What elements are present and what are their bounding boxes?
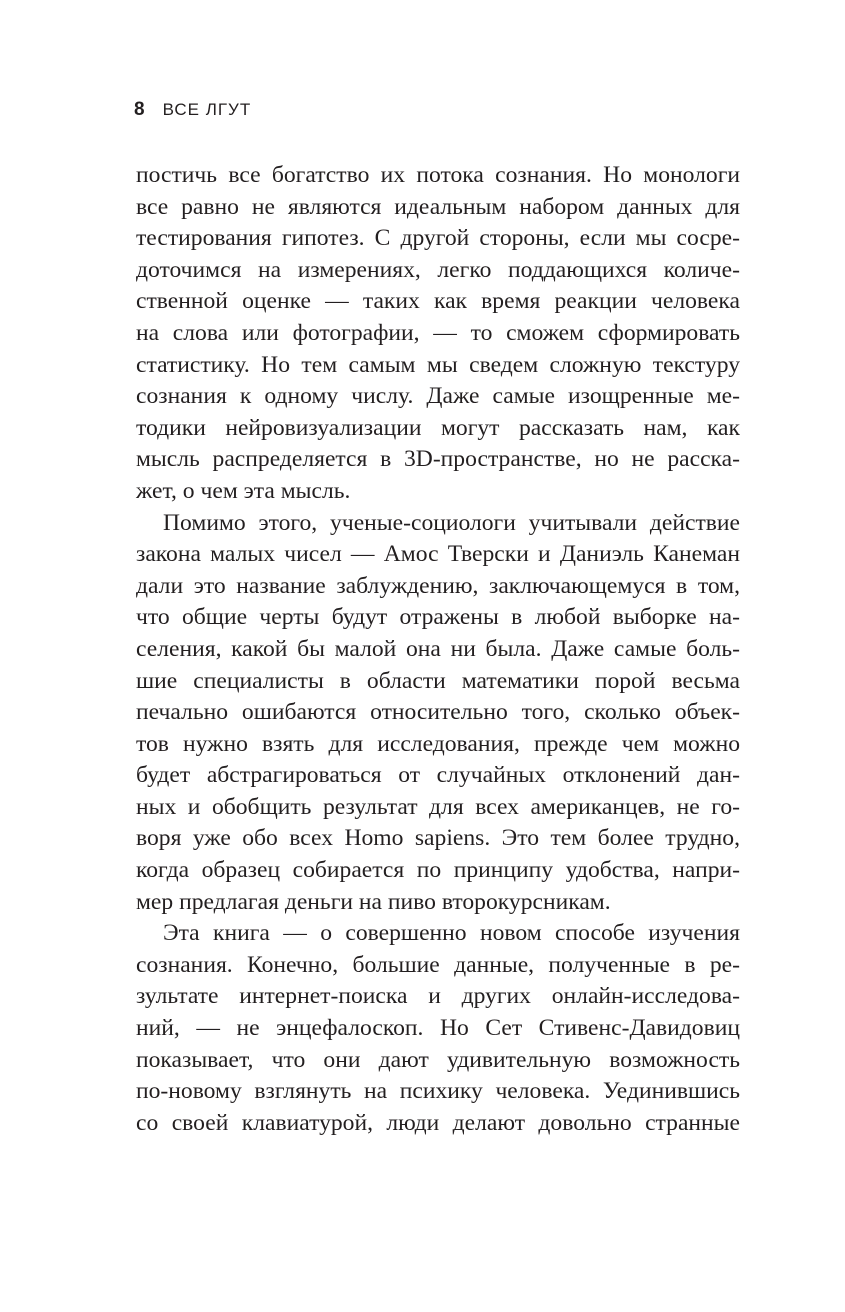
text-line: когда образец собирается по принципу удобства, напри- — [136, 857, 740, 884]
text-line: дали это название заблуждению, заключающемуся в том, — [136, 572, 740, 599]
text-line: со своей клавиатурой, люди делают довольно странные — [136, 1109, 740, 1136]
text-line: ственной оценке — таких как время реакции человека — [136, 288, 740, 315]
page-header — [134, 98, 251, 122]
text-line: закона малых чисел — Амос Тверски и Даниэль Канеман — [136, 541, 740, 568]
text-line: будет абстрагироваться от случайных отклонений дан- — [136, 762, 740, 789]
text-line: статистику. Но тем самым мы сведем сложную текстуру — [136, 351, 740, 378]
text-line: шие специалисты в области математики порой весьма — [136, 667, 740, 694]
text-line: тов нужно взять для исследования, прежде чем можно — [136, 730, 740, 757]
body-text — [136, 160, 740, 1139]
text-line: на слова или фотографии, — то сможем сформировать — [136, 319, 740, 346]
paragraph-1 — [136, 160, 740, 508]
text-line: мер предлагая деньги на пиво второкурсникам. — [136, 888, 611, 915]
text-line: жет, о чем эта мысль. — [136, 477, 351, 504]
text-line: Эта книга — о совершенно новом способе изучения — [163, 920, 740, 947]
text-line: тестирования гипотез. С другой стороны, если мы сосре- — [136, 225, 740, 252]
text-line: ний, — не энцефалоскоп. Но Сет Стивенс-Давидовиц — [136, 1015, 740, 1042]
text-line: по-новому взглянуть на психику человека. Уединившись — [136, 1078, 740, 1105]
text-line: доточимся на измерениях, легко поддающихся количе- — [136, 256, 740, 283]
text-line: постичь все богатство их потока сознания. Но монологи — [136, 162, 740, 188]
page-number: 8 — [134, 99, 145, 120]
text-line: Помимо этого, ученые-социологи учитывали действие — [163, 509, 740, 536]
running-title: ВСЕ ЛГУТ — [162, 100, 252, 119]
text-line: печально ошибаются относительно того, сколько объек- — [136, 699, 740, 726]
text-line: все равно не являются идеальным набором данных для — [136, 193, 740, 220]
text-line: селения, какой бы малой она ни была. Даже самые боль- — [136, 635, 740, 662]
text-line: сознания. Конечно, большие данные, полученные в ре- — [136, 951, 740, 978]
text-line: тодики нейровизуализации могут рассказать нам, как — [136, 414, 740, 441]
text-line: сознания к одному числу. Даже самые изощренные ме- — [136, 383, 740, 410]
text-line: показывает, что они дают удивительную возможность — [136, 1046, 740, 1073]
text-line: что общие черты будут отражены в любой выборке на- — [136, 604, 740, 631]
paragraph-2 — [136, 508, 740, 919]
text-line: ных и обобщить результат для всех американцев, не го- — [136, 793, 740, 820]
text-line: мысль распределяется в 3D-пространстве, но не расска- — [136, 446, 740, 473]
text-line: зультате интернет-поиска и других онлайн-исследова- — [136, 983, 740, 1010]
paragraph-3 — [136, 918, 740, 1139]
text-line: воря уже обо всех Homo sapiens. Это тем более трудно, — [136, 825, 740, 852]
